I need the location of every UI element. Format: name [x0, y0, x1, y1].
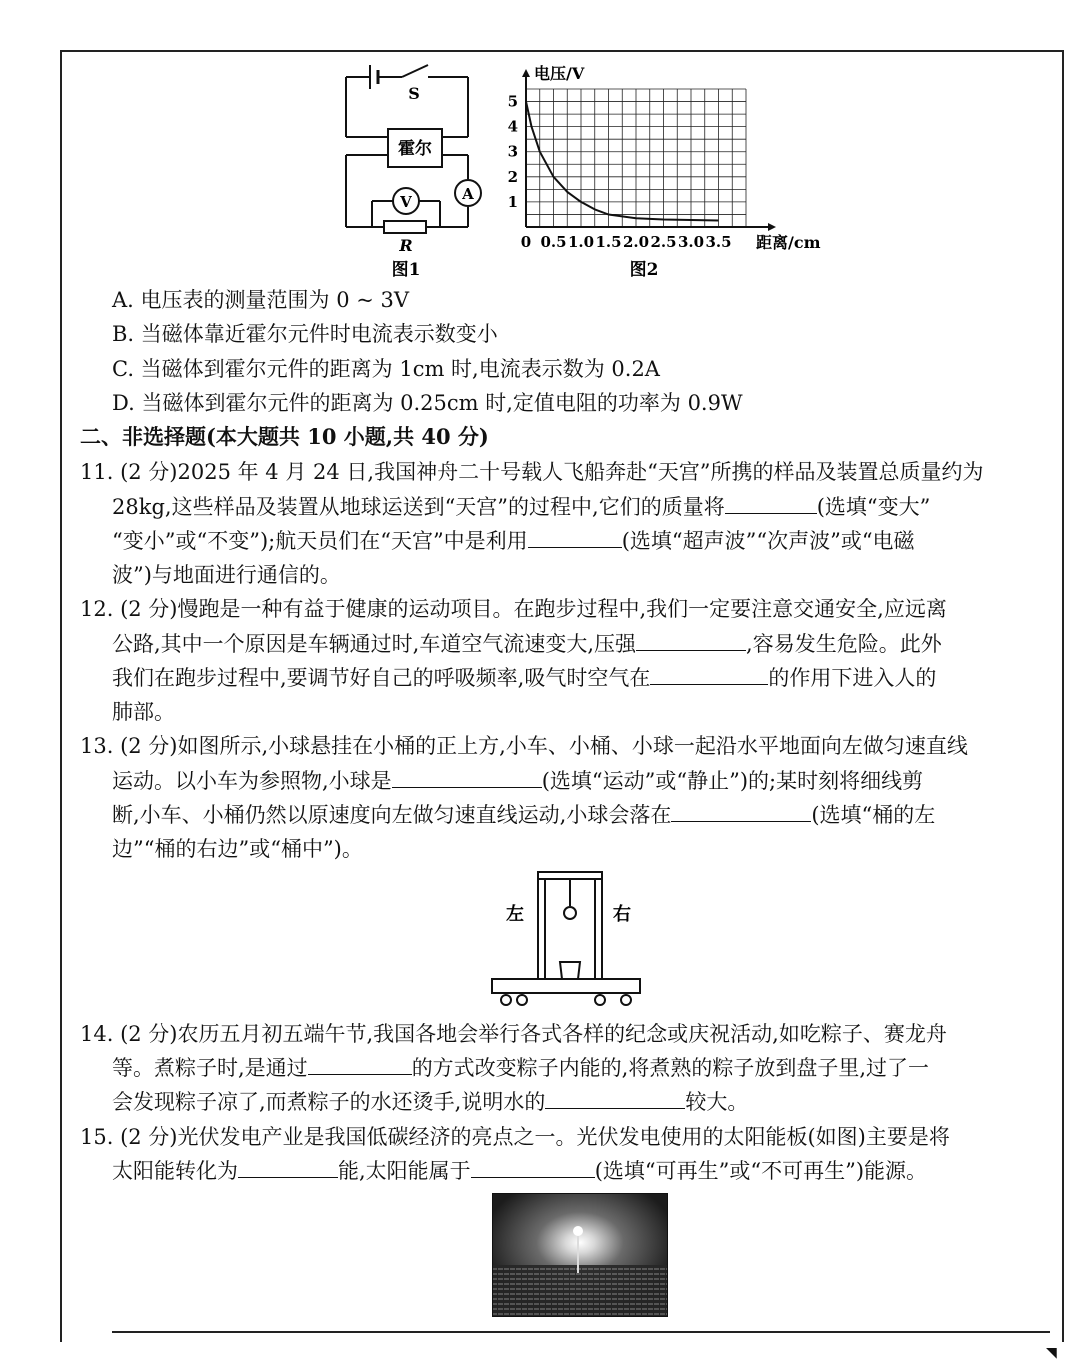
voltmeter-label: V: [400, 193, 412, 211]
q12-blank-1[interactable]: [636, 628, 746, 651]
q12-line-1: 12. (2 分)慢跑是一种有益于健康的运动项目。在跑步过程中,我们一定要注意交通安全,应远离: [80, 597, 947, 621]
q12-line-2b: ,容易发生危险。此外: [746, 632, 942, 656]
q12-line-3a: 我们在跑步过程中,要调节好自己的呼吸频率,吸气时空气在: [112, 666, 651, 690]
q14-line-2a: 等。煮粽子时,是通过: [112, 1056, 308, 1080]
q15-blank-2[interactable]: [471, 1155, 595, 1178]
q11-line-2b: (选填“变大”: [816, 495, 931, 519]
q13-blank-1[interactable]: [392, 765, 542, 788]
cart-right-label: 右: [613, 904, 631, 925]
bottom-rule: [112, 1331, 1050, 1333]
q11-line-3a: “变小”或“不变”);航天员们在“天宫”中是利用: [112, 529, 528, 553]
resistor-label: R: [399, 236, 413, 255]
q14-line-3: [112, 1085, 748, 1119]
chart-axes: [522, 69, 776, 231]
corner-mark: ◥: [1046, 1345, 1057, 1361]
figure-1-circuit: [330, 55, 500, 285]
chart-x-tick-label: 0: [520, 233, 532, 251]
q11-line-4: 波”)与地面进行通信的。: [112, 563, 341, 587]
q15-line-2: [112, 1154, 927, 1188]
q14-line-2b: 的方式改变粽子内能的,将煮熟的粽子放到盘子里,过了一: [411, 1056, 930, 1080]
chart-x-tick-label: 1.5: [595, 233, 622, 251]
chart-grid: [526, 89, 746, 227]
option-d: D. 当磁体到霍尔元件的距离为 0.25cm 时,定值电阻的功率为 0.9W: [112, 391, 743, 415]
q11-line-2a: 28kg,这些样品及装置从地球运送到“天宫”的过程中,它们的质量将: [112, 495, 725, 519]
chart-y-label: 电压/V: [534, 64, 585, 83]
q13-line-2b: (选填“运动”或“静止”)的;某时刻将细线剪: [541, 769, 924, 793]
chart-x-tick-label: 2.0: [622, 233, 650, 251]
cart-left-label: 左: [506, 904, 524, 925]
chart-y-tick-label: 2: [507, 167, 518, 186]
q15-line-1: 15. (2 分)光伏发电产业是我国低碳经济的亮点之一。光伏发电使用的太阳能板(如图)主要是将: [80, 1125, 950, 1149]
q14-line-2: [112, 1051, 929, 1085]
chart-x-tick-label: 3.0: [677, 233, 705, 251]
q11-blank-2[interactable]: [528, 525, 622, 548]
chart-x-arrow: [768, 223, 776, 231]
q13-line-1: 13. (2 分)如图所示,小球悬挂在小桶的正上方,小车、小桶、小球一起沿水平地面向左做匀速直线: [80, 734, 968, 758]
q14-line-3a: 会发现粽子凉了,而煮粽子的水还烫手,说明水的: [112, 1090, 546, 1114]
q13-blank-2[interactable]: [671, 799, 811, 822]
chart-x-tick-label: 2.5: [650, 233, 677, 251]
q14-blank-1[interactable]: [308, 1052, 412, 1075]
q11-line-3b: (选填“超声波”“次声波”或“电磁: [621, 529, 915, 553]
q15-line-2b: 能,太阳能属于: [338, 1159, 471, 1183]
chart-y-tick-label: 3: [507, 142, 518, 161]
chart-y-tick-label: 4: [507, 117, 518, 136]
figure-2-caption: 图2: [629, 260, 659, 280]
q13-line-4: 边”“桶的右边”或“桶中”)。: [112, 837, 363, 861]
chart-x-tick-label: 3.5: [705, 233, 732, 251]
q12-line-2a: 公路,其中一个原因是车辆通过时,车道空气流速变大,压强: [112, 632, 637, 656]
q12-line-4: 肺部。: [112, 700, 175, 724]
chart-x-tick-label: 1.0: [567, 233, 595, 251]
figure-13-cart: [490, 868, 650, 1010]
q13-line-2a: 运动。以小车为参照物,小球是: [112, 769, 392, 793]
solar-panel-photo: [492, 1193, 668, 1317]
q13-line-3: [112, 798, 935, 832]
chart-y-tick-label: 1: [507, 192, 518, 211]
hall-label: 霍尔: [398, 139, 432, 159]
q11-line-1: 11. (2 分)2025 年 4 月 24 日,我国神舟二十号载人飞船奔赴“天宫”所携的样品及装置总质量约为: [80, 460, 984, 484]
q15-blank-1[interactable]: [238, 1155, 338, 1178]
q14-blank-2[interactable]: [545, 1086, 685, 1109]
switch-label: S: [408, 84, 420, 103]
q13-line-2: [112, 764, 923, 798]
figure-2-chart: [500, 55, 840, 285]
q13-line-3a: 断,小车、小桶仍然以原速度向左做匀速直线运动,小球会落在: [112, 803, 672, 827]
chart-y-arrow: [522, 69, 530, 77]
option-a: A. 电压表的测量范围为 0 ~ 3V: [112, 288, 410, 312]
q12-line-2: [112, 627, 942, 661]
q15-line-2a: 太阳能转化为: [112, 1159, 238, 1183]
q11-blank-1[interactable]: [725, 491, 817, 514]
q14-line-1: 14. (2 分)农历五月初五端午节,我国各地会举行各式各样的纪念或庆祝活动,如吃粽子、赛龙舟: [80, 1022, 947, 1046]
figure-1-caption: 图1: [391, 260, 421, 280]
section-2-heading: 二、非选择题(本大题共 10 小题,共 40 分): [80, 424, 489, 449]
chart-y-tick-label: 5: [507, 92, 518, 111]
q11-line-2: [112, 490, 930, 524]
option-b: B. 当磁体靠近霍尔元件时电流表示数变小: [112, 322, 498, 346]
chart-x-label: 距离/cm: [756, 233, 821, 252]
option-c: C. 当磁体到霍尔元件的距离为 1cm 时,电流表示数为 0.2A: [112, 357, 660, 381]
q11-line-3: [112, 524, 915, 558]
ammeter-label: A: [462, 185, 474, 203]
q13-line-3b: (选填“桶的左: [811, 803, 936, 827]
q12-line-3: [112, 661, 936, 695]
q15-line-2c: (选填“可再生”或“不可再生”)能源。: [594, 1159, 928, 1183]
chart-x-tick-label: 0.5: [540, 233, 567, 251]
q14-line-3b: 较大。: [685, 1090, 749, 1114]
q12-blank-2[interactable]: [650, 662, 768, 685]
q12-line-3b: 的作用下进入人的: [768, 666, 937, 690]
